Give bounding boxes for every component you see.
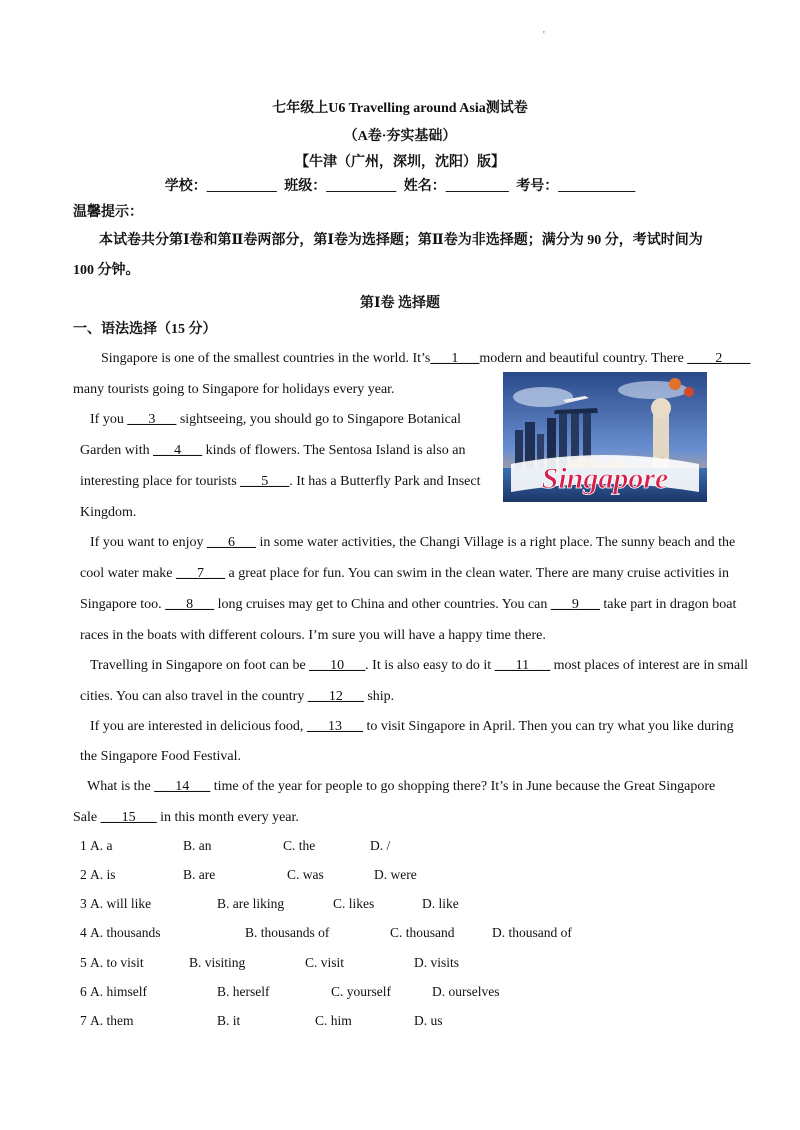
- option-a: A. a: [90, 838, 113, 853]
- blank-12: ___12___: [307, 689, 364, 704]
- passage-line: interesting place for tourists ___5___. It has a Butterfly Park and Insect: [80, 474, 481, 489]
- question-number: 2: [80, 867, 87, 882]
- section-title: 一、语法选择（15 分）: [73, 322, 217, 337]
- exam-title: 七年级上U6 Travelling around Asia测试卷: [272, 101, 528, 116]
- name-field: 姓名：_________: [403, 179, 509, 194]
- question-number: 4: [80, 925, 87, 940]
- option-b: B. herself: [217, 984, 270, 999]
- blank-6: ___6___: [207, 535, 257, 550]
- question-number: 5: [80, 955, 87, 970]
- blank-7: ___7___: [176, 566, 226, 581]
- passage-line: the Singapore Food Festival.: [80, 749, 241, 764]
- tips-line-2: 100 分钟。: [73, 263, 140, 278]
- passage-line: many tourists going to Singapore for holidays every year.: [73, 382, 395, 397]
- tips-label: 温馨提示：: [73, 205, 143, 220]
- exam-no-field: 考号：___________: [516, 179, 636, 194]
- passage-line: races in the boats with different colours. I’m sure you will have a happy time there.: [80, 628, 546, 643]
- option-c: C. the: [283, 838, 316, 853]
- option-c: C. thousand: [390, 925, 455, 940]
- question-number: 1: [80, 838, 87, 853]
- part-1-title: 第Ⅰ卷 选择题: [359, 296, 441, 311]
- passage-line: What is the ___14___ time of the year for people to go shopping there? It’s in June because the Great Singapore: [87, 779, 716, 794]
- student-info-row: [0, 175, 800, 195]
- option-b: B. are: [183, 867, 216, 882]
- blank-4: ___4___: [153, 443, 203, 458]
- option-c: C. was: [287, 867, 324, 882]
- class-field: 班级：__________: [284, 179, 397, 194]
- option-d: D. ourselves: [432, 984, 500, 999]
- option-b: B. are liking: [217, 896, 285, 911]
- singapore-caption: Singapore: [541, 462, 669, 495]
- question-number: 3: [80, 896, 87, 911]
- option-a: A. to visit: [90, 955, 144, 970]
- passage-line: Sale ___15___ in this month every year.: [73, 810, 299, 825]
- blank-9: ___9___: [550, 597, 600, 612]
- page-mark: ': [543, 30, 545, 41]
- passage-line: Singapore too. ___8___ long cruises may get to China and other countries. You can ___9___ take part in dragon boat: [80, 597, 737, 612]
- tips-line-1: 本试卷共分第Ⅰ卷和第Ⅱ卷两部分，第Ⅰ卷为选择题；第Ⅱ卷为非选择题；满分为 90 分，考试时间为: [99, 233, 703, 248]
- option-d: D. were: [374, 867, 417, 882]
- option-b: B. it: [217, 1013, 241, 1028]
- blank-5: ___5___: [240, 474, 290, 489]
- option-d: D. /: [370, 838, 391, 853]
- option-c: C. likes: [333, 896, 375, 911]
- option-a: A. thousands: [90, 925, 161, 940]
- school-field: 学校：__________: [164, 179, 277, 194]
- option-d: D. us: [414, 1013, 443, 1028]
- option-d: D. like: [422, 896, 459, 911]
- blank-8: ___8___: [165, 597, 215, 612]
- passage-line: cool water make ___7___ a great place for fun. You can swim in the clean water. There are many cruise activities in: [80, 566, 729, 581]
- option-a: A. himself: [90, 984, 147, 999]
- option-b: B. visiting: [189, 955, 246, 970]
- passage-line: cities. You can also travel in the country ___12___ ship.: [80, 689, 395, 704]
- passage-line: If you ___3___ sightseeing, you should go to Singapore Botanical: [90, 412, 461, 427]
- passage-line: Kingdom.: [80, 505, 137, 520]
- option-b: B. thousands of: [245, 925, 330, 940]
- option-b: B. an: [183, 838, 212, 853]
- option-a: A. will like: [90, 896, 152, 911]
- blank-2: ____2____: [687, 351, 751, 366]
- exam-subtitle: （A卷·夯实基础）: [343, 129, 457, 144]
- option-a: A. is: [90, 867, 116, 882]
- blank-13: ___13___: [306, 719, 363, 734]
- question-number: 7: [80, 1013, 87, 1028]
- passage-line: Singapore is one of the smallest countries in the world. It’s___1___modern and beautiful country. There ____2____: [101, 351, 751, 366]
- blank-10: ___10___: [309, 658, 366, 673]
- option-d: D. visits: [414, 955, 460, 970]
- question-number: 6: [80, 984, 87, 999]
- option-c: C. yourself: [331, 984, 391, 999]
- passage-line: If you want to enjoy ___6___ in some water activities, the Changi Village is a right place. The sunny beach and the: [90, 535, 736, 550]
- passage-line: Garden with ___4___ kinds of flowers. The Sentosa Island is also an: [80, 443, 466, 458]
- option-a: A. them: [90, 1013, 134, 1028]
- option-c: C. him: [315, 1013, 352, 1028]
- blank-3: ___3___: [127, 412, 177, 427]
- blank-11: ___11___: [494, 658, 551, 673]
- blank-14: ___14___: [154, 779, 211, 794]
- option-d: D. thousand of: [492, 925, 572, 940]
- blank-15: ___15___: [100, 810, 157, 825]
- option-c: C. visit: [305, 955, 345, 970]
- exam-publisher: 【牛津（广州，深圳，沈阳）版】: [295, 155, 505, 170]
- singapore-photo: [503, 372, 707, 502]
- passage-line: Travelling in Singapore on foot can be ___10___. It is also easy to do it ___11___ most places of interest are in small: [90, 658, 749, 673]
- passage-line: If you are interested in delicious food, ___13___ to visit Singapore in April. Then you can try what you like during: [90, 719, 734, 734]
- blank-1: ___1___: [430, 351, 480, 366]
